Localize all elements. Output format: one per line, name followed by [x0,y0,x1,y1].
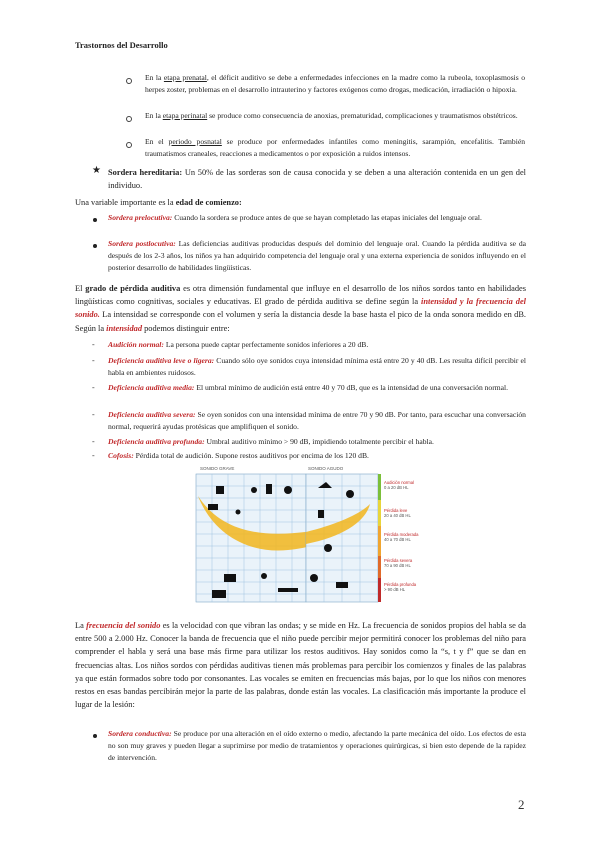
sordera-postlocutiva: Sordera postlocutiva: Las deficiencias auditivas producidas después del dominio del lenguaje oral. Cuando la pérdida auditiva se da después de los 2-3 años, los niños ya han adquirido competencia del lenguaje oral y una externa experiencia de sonidos influyendo en el posterior desarrollo de habilidades lingüísticas. [108,239,526,273]
frecuencia-paragraph: La frecuencia del sonido es la velocidad con que vibran las ondas; y se mide en Hz. La frecuencia de sonidos propios del habla se da entre 500 a 2.000 Hz. Conocer la banda de frecuencia que el niño puede percibir mejor permitirá conocer los problemas del niño para comprender el habla y será una base más firme para utilizar los restos auditivos. Hay sonidos como la “s, t y f” que se dan en frecuencias altas. Los niños sordos con pérdidas auditivas tienen más problemas para percibir los comienzos y finales de las palabras ya que están formados sobre todo por consonantes. Las vocales se emiten en frecuencias más bajas, por lo que los niños con menores restos en esas bandas percibirán mejor la parte de las palabras, donde están las vocales. La clasificación más importante la produce el lugar de la lesión: [75,621,526,710]
legend-profunda: Pérdida profunda > 90 dB HL [384,582,417,592]
legend-severa: Pérdida severa 70 a 90 dB HL [384,558,413,568]
dash-bullet: - [92,437,95,446]
deficiencia-leve: Deficiencia auditiva leve o ligera: Cuando sólo oye sonidos cuya intensidad mínima está entre 20 y 40 dB. Les resulta difícil percibir el habla en ambientes ruidosos. [108,356,526,378]
star-bullet-icon: ★ [92,165,101,176]
circle-bullet-icon [126,78,132,84]
variable-intro: Una variable importante es la edad de comienzo: [75,198,242,207]
audicion-normal: Audición normal: La persona puede captar perfectamente sonidos inferiores a 20 dB. [108,340,369,349]
grado-paragraph: El grado de pérdida auditiva es otra dimensión fundamental que influye en el desarrollo de los niños sordos tanto en habilidades lingüísticas como cognitivas, sociales y educativas. El grado de pérdida auditiva se define según la intensidad y la frecuencia del sonido. La intensidad se corresponde con el volumen y sería la distancia desde la base hasta el pico de la onda sonora medido en dB. Según la intensidad podemos distinguir entre: [75,284,526,333]
dash-bullet: - [92,451,95,460]
legend-normal: Audición normal 0 a 20 dB HL [384,480,415,490]
etapa-posnatal: En el periodo posnatal se produce por enfermedades infantiles como meningitis, sarampión, encefalitis. También traumatismos craneales, reacciones a medicamentos o por exposición a ruidos intensos. [145,137,525,159]
legend-leve: Pérdida leve 20 a 40 dB HL [384,508,411,518]
audiogram-figure [168,464,433,614]
circle-bullet-icon [126,116,132,122]
circle-bullet-icon [126,142,132,148]
page-number: 2 [518,797,525,812]
sordera-hereditaria: Sordera hereditaria: Un 50% de las sorderas son de causa conocida y se deben a una alteración contenida en un gen del individuo. [108,168,526,190]
deficiencia-profunda: Deficiencia auditiva profunda: Umbral auditivo mínimo > 90 dB, impidiendo totalmente percibir el habla. [108,437,434,446]
sordera-conductiva: Sordera conductiva: Se produce por una alteración en el oído externo o medio, afectando la parte mecánica del oído. Los efectos de esta no son muy graves y pueden llegar a suprimirse por medio de tratamientos y operaciones quirúrgicas, si bien esto depende de la rapidez de intervención. [108,729,526,763]
dot-bullet-icon [93,244,97,248]
dash-bullet: - [92,356,95,365]
cofosis: Cofosis: Pérdida total de audición. Supone restos auditivos por encima de los 120 dB. [108,451,369,460]
etapa-prenatal: En la etapa prenatal, el déficit auditivo se debe a enfermedades infecciones en la madre como la rubeola, toxoplasmosis o herpes zoster, problemas en el desarrollo intrauterino y factores exógenos como drogas, medicación, irradiación o hipoxia. [145,73,526,95]
dash-bullet: - [92,340,95,349]
legend-moderada: Pérdida moderada 40 a 70 dB HL [384,532,419,542]
band-normal [378,474,381,500]
deficiencia-severa: Deficiencia auditiva severa: Se oyen sonidos con una intensidad mínima de entre 70 y 90 dB. Por tanto, para escuchar una conversación normal, requerirá ayudas protésicas que amplifiquen el sonido. [108,410,526,432]
audiogram-label-agudo: SONIDO AGUDO [308,466,344,471]
dot-bullet-icon [93,218,97,222]
dot-bullet-icon [93,734,97,738]
band-severe [378,556,381,578]
audiogram-label-grave: SONIDO GRAVE [200,466,235,471]
deficiencia-media: Deficiencia auditiva media: El umbral mínimo de audición está entre 40 y 70 dB, que es la intensidad de una conversación normal. [108,383,509,392]
running-header: Trastornos del Desarrollo [75,40,168,50]
dash-bullet: - [92,383,95,392]
band-mild [378,500,381,526]
dash-bullet: - [92,410,95,419]
etapa-perinatal: En la etapa perinatal se produce como consecuencia de anoxias, prematuridad, complicaciones y traumatismos obstétricos. [145,111,518,120]
band-profound [378,578,381,602]
band-moderate [378,526,381,556]
sordera-prelocutiva: Sordera prelocutiva: Cuando la sordera se produce antes de que se hayan completado las etapas iniciales del lenguaje oral. [108,213,482,222]
